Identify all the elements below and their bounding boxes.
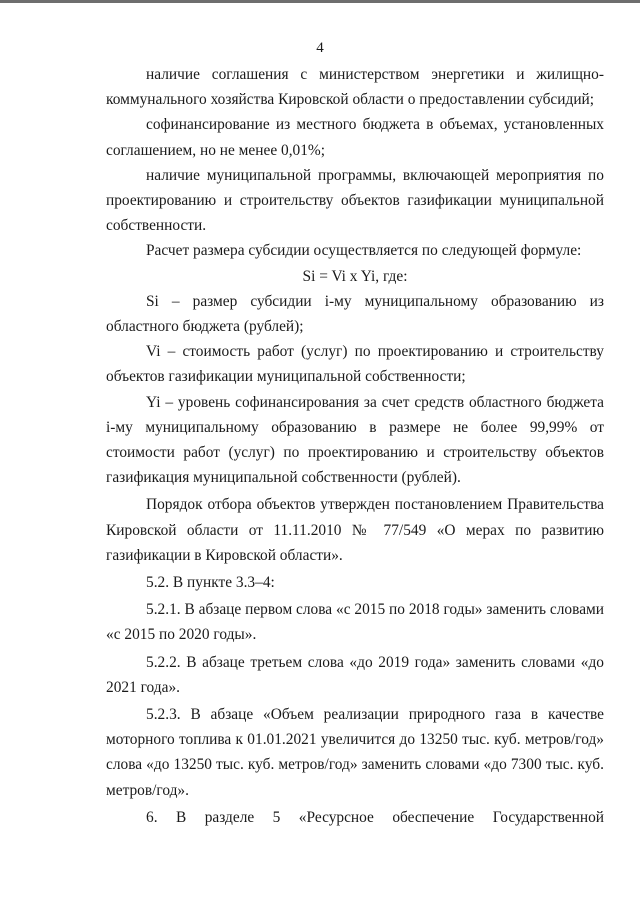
- document-body: [106, 62, 604, 830]
- paragraph-vi-definition: Vi – стоимость работ (услуг) по проектированию и строительству объектов газификации муниципальной собственности;: [106, 343, 604, 386]
- paragraph-cofinancing: софинансирование из местного бюджета в объемах, установленных соглашением, но не менее 0,01%;: [106, 116, 604, 159]
- paragraph-5-2: 5.2. В пункте 3.3–4:: [146, 574, 275, 592]
- page-number: 4: [316, 40, 324, 56]
- paragraph-si-definition: Si – размер субсидии i-му муниципальному образованию из областного бюджета (рублей);: [106, 292, 604, 336]
- paragraph-municipal-program: наличие муниципальной программы, включающей мероприятия по проектированию и строительству объектов газификации муниципальной собственности.: [106, 166, 604, 235]
- paragraph-5-2-3: 5.2.3. В абзаце «Объем реализации природного газа в качестве моторного топлива к 01.01.2021 увеличится до 13250 тыс. куб. метров/год» слова «до 13250 тыс. куб. метров/год» заменить словами «до 7300 тыс. куб. метров/год».: [106, 706, 604, 799]
- top-border-line: [0, 0, 640, 3]
- paragraph-yi-definition: Yi – уровень софинансирования за счет средств областного бюджета i-му муниципальному образованию в размере не более 99,99% от стоимости работ (услуг) по проектированию и строительству объектов газификация муниципальной собственности (рублей).: [106, 393, 604, 487]
- paragraph-formula-intro: Расчет размера субсидии осуществляется по следующей формуле:: [146, 242, 582, 260]
- formula: Si = Vi x Yi, где:: [302, 267, 408, 285]
- paragraph-6: 6. В разделе 5 «Ресурсное обеспечение Государственной: [146, 808, 604, 826]
- paragraph-agreement: наличие соглашения с министерством энергетики и жилищно-коммунального хозяйства Кировской области о предоставлении субсидий;: [106, 66, 604, 109]
- paragraph-5-2-2: 5.2.2. В абзаце третьем слова «до 2019 года» заменить словами «до 2021 года».: [106, 653, 604, 696]
- paragraph-5-2-1: 5.2.1. В абзаце первом слова «с 2015 по 2018 годы» заменить словами «с 2015 по 2020 годы».: [106, 601, 604, 644]
- paragraph-selection-procedure: Порядок отбора объектов утвержден постановлением Правительства Кировской области от 11.11.2010 № 77/549 «О мерах по развитию газификации в Кировской области».: [106, 496, 604, 564]
